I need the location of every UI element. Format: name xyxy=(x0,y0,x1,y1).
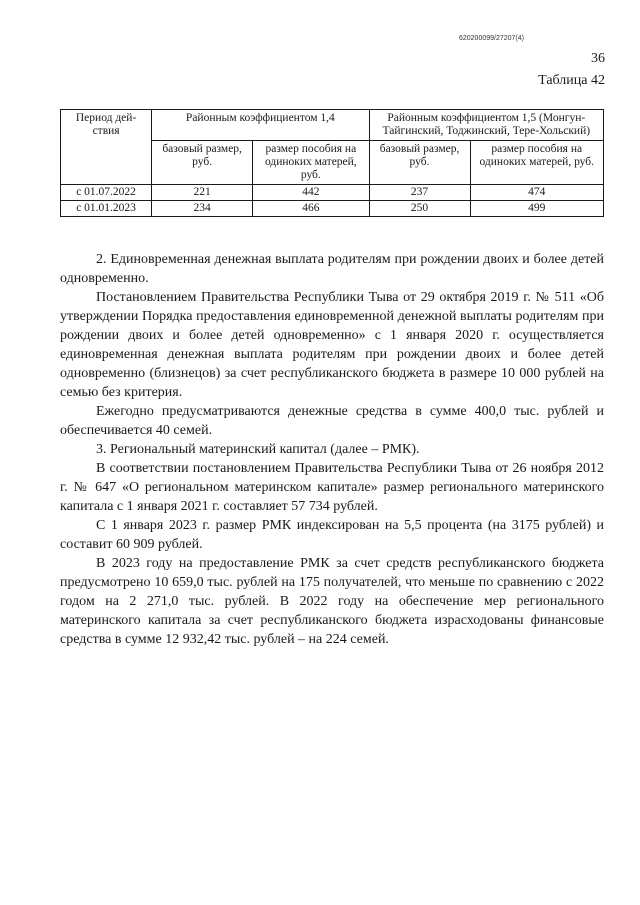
base-size-header: базовый размер, руб. xyxy=(369,141,470,185)
paragraph: В соответствии постановлением Правительства Республики Тыва от 26 ноября 2012 г. № 647 «О региональном материнском капитале» размер регионального материнского капитала с 1 января 2021 г. составляет 57 734 рублей. xyxy=(60,461,604,514)
single-mother-allowance-header: размер пособия на одиноких матерей, руб. xyxy=(253,141,369,185)
period-header: Период дей-ствия xyxy=(61,110,152,185)
section-heading-maternity-capital: 3. Региональный материнский капитал (далее – РМК). xyxy=(96,442,420,457)
value-cell: 221 xyxy=(152,185,253,201)
table-header-row xyxy=(61,110,604,141)
paragraph: С 1 января 2023 г. размер РМК индексирован на 5,5 процента (на 3175 рублей) и составит 60 909 рублей. xyxy=(60,518,604,552)
body-text xyxy=(60,250,604,649)
period-cell: с 01.07.2022 xyxy=(61,185,152,201)
value-cell: 474 xyxy=(470,185,604,201)
document-code: 620200099/27207(4) xyxy=(458,35,524,42)
value-cell: 466 xyxy=(253,201,369,217)
section-heading-twins-payment: 2. Единовременная денежная выплата родителям при рождении двоих и более детей одновременно. xyxy=(60,252,604,286)
single-mother-allowance-header: размер пособия на одиноких матерей, руб. xyxy=(470,141,604,185)
table-caption: Таблица 42 xyxy=(538,73,605,88)
value-cell: 234 xyxy=(152,201,253,217)
allowance-table xyxy=(60,109,604,217)
paragraph: Ежегодно предусматриваются денежные средства в сумме 400,0 тыс. рублей и обеспечивается 40 семей. xyxy=(60,404,604,438)
coefficient-1-4-header: Районным коэффициентом 1,4 xyxy=(152,110,369,141)
value-cell: 250 xyxy=(369,201,470,217)
page-number: 36 xyxy=(591,51,605,66)
value-cell: 237 xyxy=(369,185,470,201)
paragraph: Постановлением Правительства Республики Тыва от 29 октября 2019 г. № 511 «Об утверждении Порядка предоставления единовременной денежной выплаты родителям при рождении двоих и более детей одновременно» с 1 января 2020 г. осуществляется единовременная денежная выплата родителям при рождении двоих и более детей одновременно (близнецов) за счет республиканского бюджета в размере 10 000 рублей на семью без критерия. xyxy=(60,290,604,400)
table-row xyxy=(61,201,604,217)
table-row xyxy=(61,185,604,201)
period-cell: с 01.01.2023 xyxy=(61,201,152,217)
value-cell: 442 xyxy=(253,185,369,201)
paragraph: В 2023 году на предоставление РМК за счет средств республиканского бюджета предусмотрено 10 659,0 тыс. рублей на 175 получателей, что меньше по сравнению с 2022 годом на 2 271,0 тыс. рублей. В 2022 году на обеспечение мер регионального материнского капитала за счет республиканского бюджета израсходованы финансовые средства в сумме 12 932,42 тыс. рублей – на 224 семей. xyxy=(60,556,604,647)
value-cell: 499 xyxy=(470,201,604,217)
coefficient-1-5-header: Районным коэффициентом 1,5 (Монгун-Тайгинский, Тоджинский, Тере-Хольский) xyxy=(369,110,603,141)
base-size-header: базовый размер, руб. xyxy=(152,141,253,185)
